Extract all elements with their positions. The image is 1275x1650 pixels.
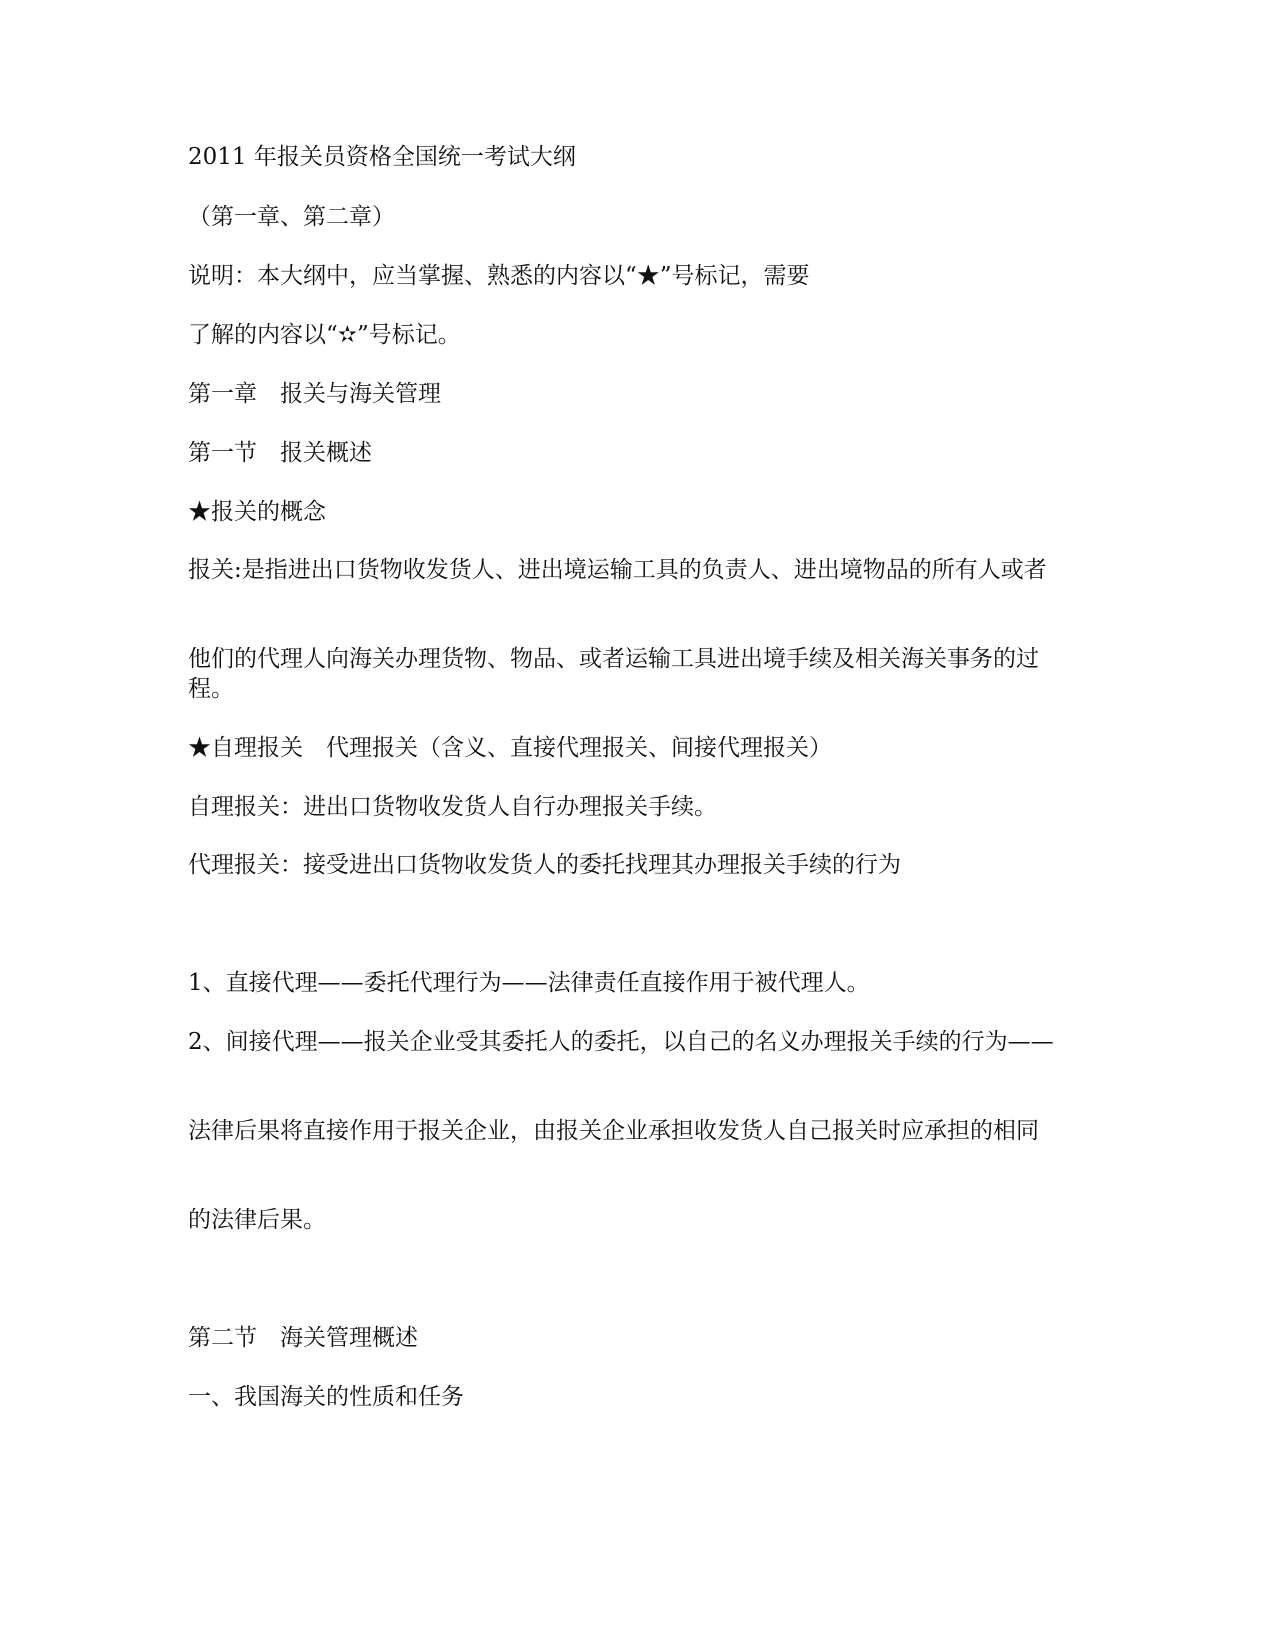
- indirect-agent-line-3: 的法律后果。: [188, 1207, 326, 1233]
- direct-agent-text: 1、直接代理——委托代理行为——法律责任直接作用于被代理人。: [188, 970, 870, 996]
- document-subtitle: （第一章、第二章）: [188, 204, 395, 230]
- note-paragraph-line-1: 说明：本大纲中，应当掌握、熟悉的内容以“★”号标记，需要: [188, 263, 810, 289]
- definition-paragraph-line-2: 他们的代理人向海关办理货物、物品、或者运输工具进出境手续及相关海关事务的过程。: [188, 646, 1039, 702]
- indirect-agent-line-2: 法律后果将直接作用于报关企业，由报关企业承担收发货人自己报关时应承担的相同: [188, 1118, 1039, 1144]
- chapter-heading: 第一章 报关与海关管理: [188, 381, 441, 407]
- note-paragraph-line-2: 了解的内容以“✫”号标记。: [188, 322, 461, 348]
- agent-declaration-text: 代理报关：接受进出口货物收发货人的委托找理其办理报关手续的行为: [188, 852, 901, 878]
- document-title: 2011 年报关员资格全国统一考试大纲: [188, 144, 576, 170]
- outline-item: ★自理报关 代理报关（含义、直接代理报关、间接代理报关）: [188, 735, 832, 761]
- subsection-heading: 一、我国海关的性质和任务: [188, 1384, 464, 1410]
- self-declaration-text: 自理报关：进出口货物收发货人自行办理报关手续。: [188, 794, 717, 820]
- indirect-agent-line-1: 2、间接代理——报关企业受其委托人的委托，以自己的名义办理报关手续的行为——: [188, 1029, 1054, 1055]
- definition-paragraph-line-1: 报关:是指进出口货物收发货人、进出境运输工具的负责人、进出境物品的所有人或者: [188, 557, 1047, 583]
- section-heading: 第一节 报关概述: [188, 440, 372, 466]
- section-heading: 第二节 海关管理概述: [188, 1325, 418, 1351]
- outline-item: ★报关的概念: [188, 499, 326, 525]
